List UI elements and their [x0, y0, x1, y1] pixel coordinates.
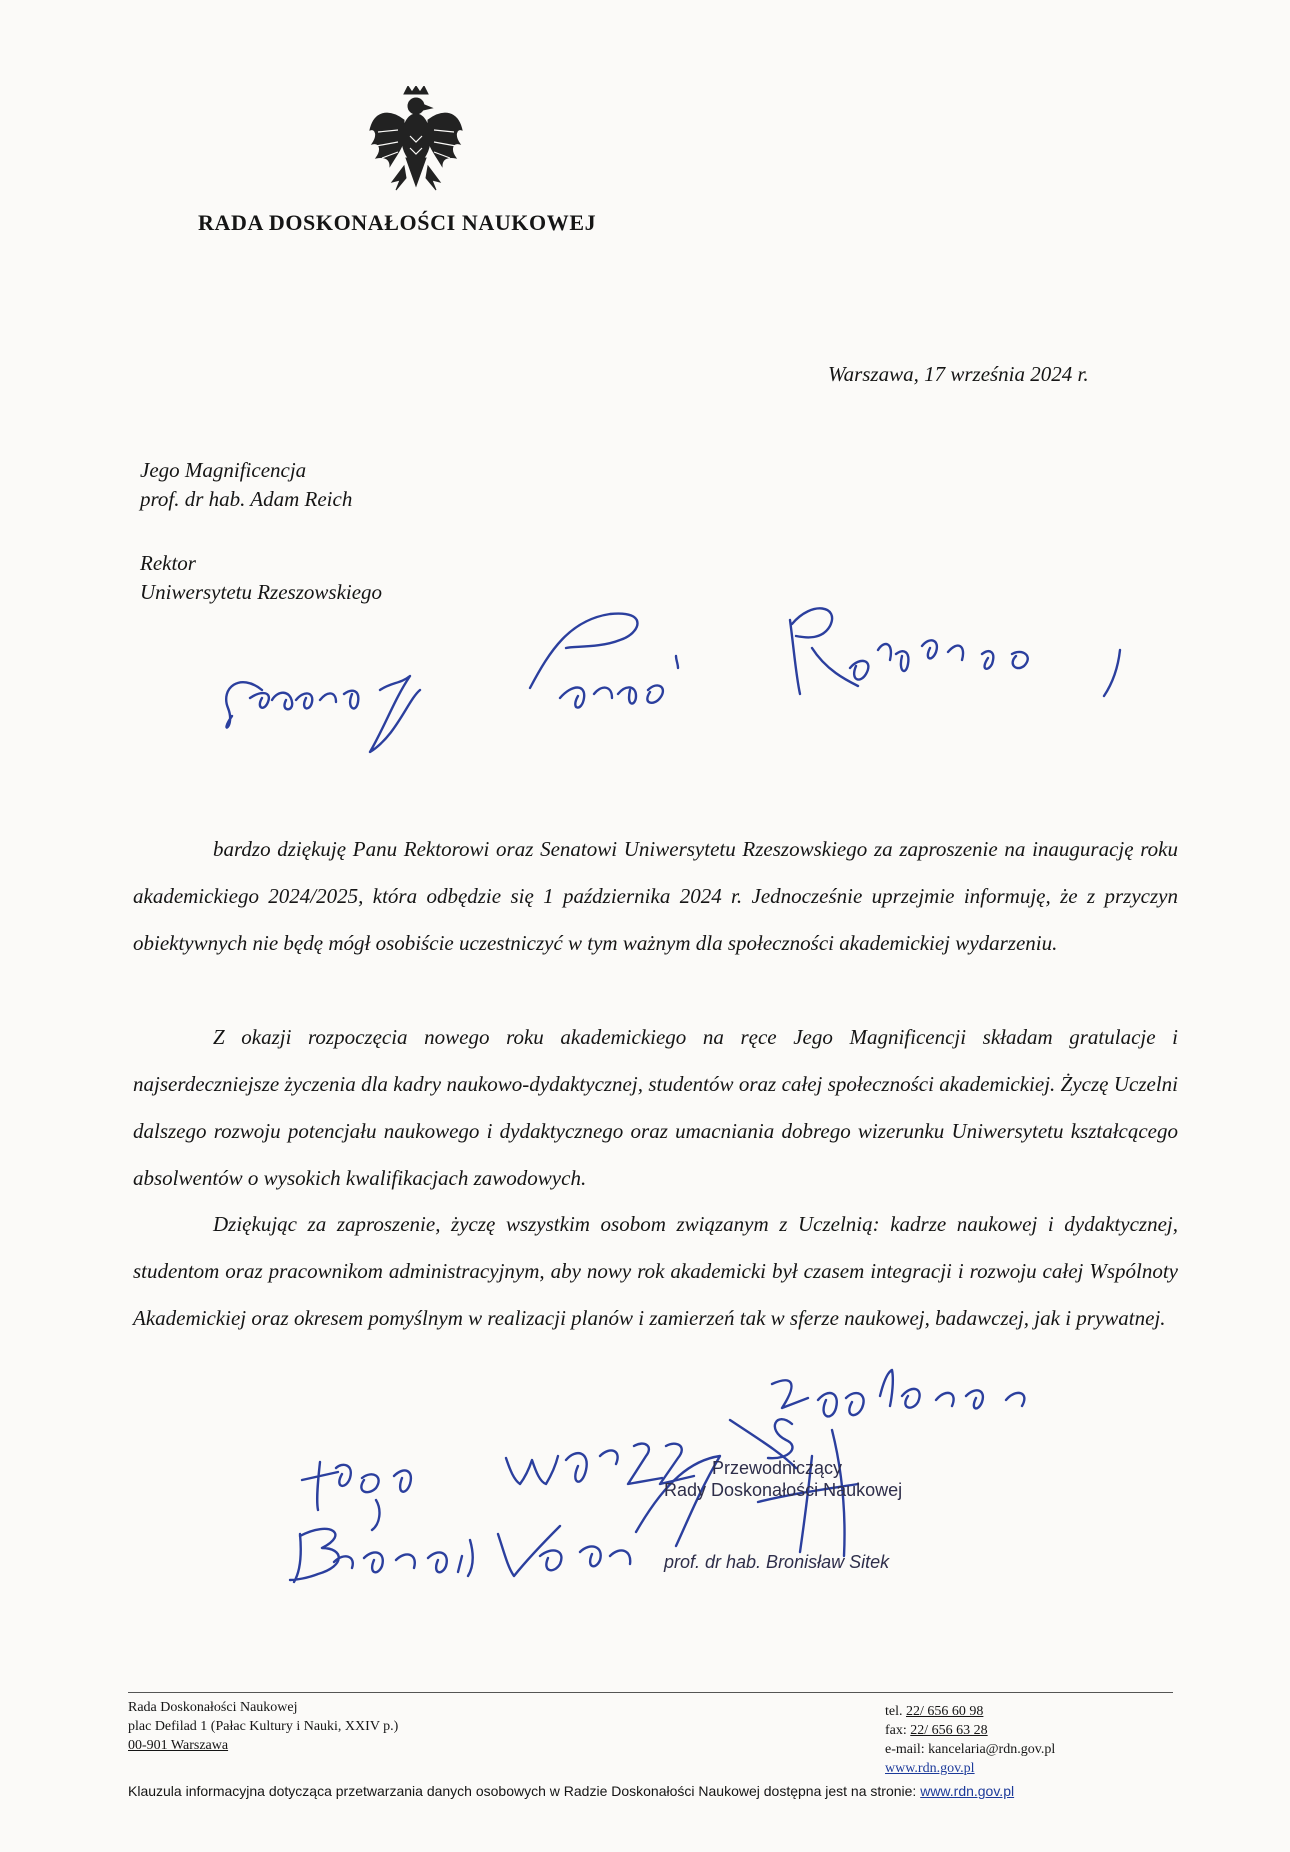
eagle-emblem-icon: [368, 86, 464, 204]
organization-name: RADA DOSKONAŁOŚCI NAUKOWEJ: [198, 210, 597, 235]
body-paragraph-2: Z okazji rozpoczęcia nowego roku akademickiego na ręce Jego Magnificencji składam gratulacje i najserdeczniejsze życzenia dla kadry naukowo-dydaktycznej, studentów oraz całej społeczności akademickiej. Życzę Uczelni dalszego rozwoju potencjału naukowego i dydaktycznego oraz umacniania dobrego wizerunku Uniwersytetu kształcącego absolwentów o wysokich kwalifikacjach zawodowych.: [133, 1025, 1178, 1190]
fax-label: fax:: [885, 1723, 907, 1738]
date-line: Warszawa, 17 września 2024 r.: [828, 362, 1089, 386]
recipient-title: Jego Magnificencja: [140, 458, 307, 482]
recipient-institution: Uniwersytetu Rzeszowskiego: [140, 580, 383, 604]
email-address[interactable]: kancelaria@rdn.gov.pl: [928, 1742, 1056, 1757]
footer-address-line-1: plac Defilad 1 (Pałac Kultury i Nauki, XXIV p.): [128, 1719, 399, 1734]
handwritten-closing: [302, 1462, 411, 1530]
privacy-clause-link[interactable]: www.rdn.gov.pl: [920, 1783, 1015, 1799]
recipient-position: Rektor: [140, 551, 196, 575]
tel-number: 22/ 656 60 98: [906, 1704, 984, 1719]
fax-number: 22/ 656 63 28: [910, 1723, 988, 1738]
footer-contact: [885, 1702, 1055, 1778]
handwritten-salutation: [226, 676, 420, 752]
footer-fax-row: [885, 1721, 1055, 1740]
privacy-clause: [128, 1783, 1014, 1799]
footer-email-row: [885, 1740, 1055, 1759]
tel-label: tel.: [885, 1704, 903, 1719]
footer-org: Rada Doskonałości Naukowej: [128, 1700, 298, 1715]
body-paragraph-1: bardzo dziękuję Panu Rektorowi oraz Senatowi Uniwersytetu Rzeszowskiego za zaproszenie na inaugurację roku akademickiego 2024/2025, która odbędzie się 1 października 2024 r. Jednocześnie uprzejmie informuję, że z przyczyn obiektywnych nie będę mógł osobiście uczestniczyć w tym ważnym dla społeczności akademickiej wydarzeniu.: [133, 837, 1178, 955]
footer-divider: [128, 1692, 1173, 1693]
website-link[interactable]: www.rdn.gov.pl: [885, 1761, 975, 1776]
footer-tel-row: [885, 1702, 1055, 1721]
footer-address: [128, 1698, 398, 1755]
footer-address-line-2: 00-901 Warszawa: [128, 1738, 229, 1753]
email-label: e-mail:: [885, 1742, 925, 1757]
body-paragraph-3: Dziękując za zaproszenie, życzę wszystkim osobom związanym z Uczelnią: kadrze naukowej i dydaktycznej, studentom oraz pracownikom administracyjnym, aby nowy rok akademicki był czasem integracji i rozwoju całej Wspólnoty Akademickiej oraz okresem pomyślnym w realizacji planów i zamierzeń tak w sferze naukowej, badawczej, jak i prywatnej.: [133, 1212, 1178, 1330]
privacy-clause-text: Klauzula informacyjna dotycząca przetwarzania danych osobowych w Radzie Doskonałości Naukowej dostępna jest na stronie:: [128, 1783, 917, 1799]
signer-name: prof. dr hab. Bronisław Sitek: [664, 1552, 890, 1572]
signer-title-1: Przewodniczący: [712, 1458, 843, 1478]
signer-title-2: Rady Doskonałości Naukowej: [664, 1480, 903, 1500]
recipient-name: prof. dr hab. Adam Reich: [140, 487, 353, 511]
